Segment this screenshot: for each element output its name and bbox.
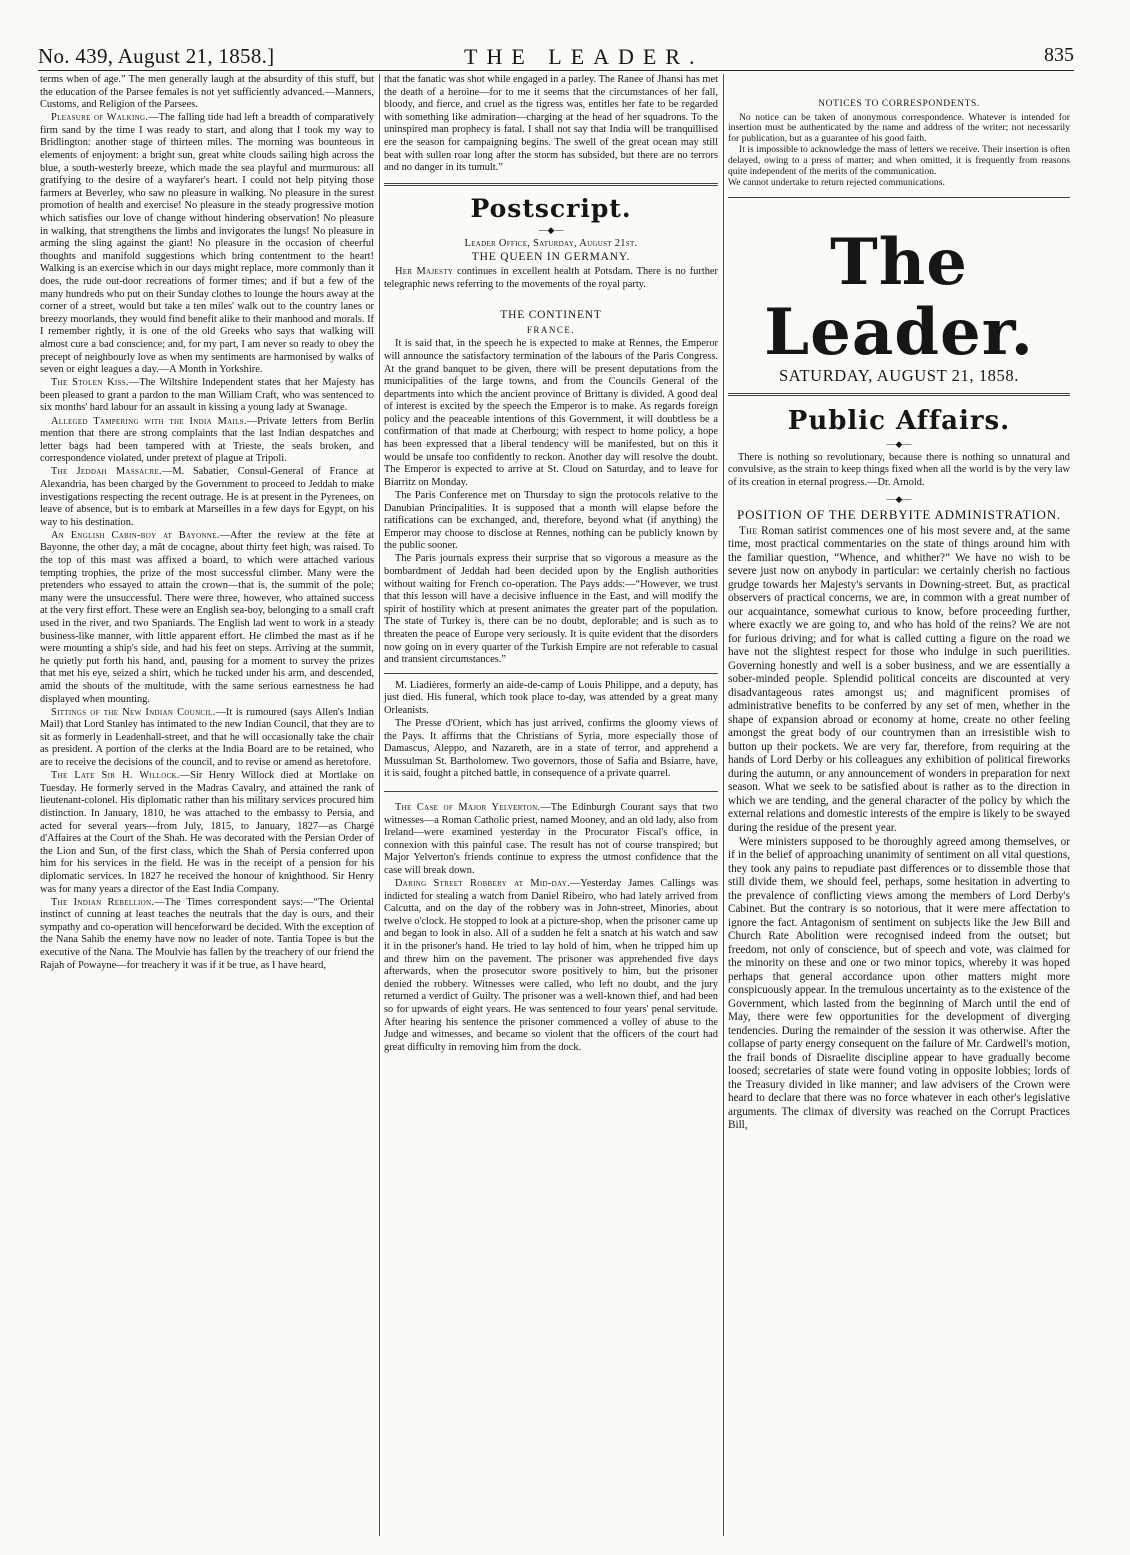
paragraph-text: —Yesterday James Callings was indicted for stealing a watch from Daniel Ribeiro, who had lately arrived from Calcutta, and on the day of the robbery was in John-street, Minories, about twelve o'clock. He stopped to look at a picture-shop, when the prisoner came up and began to look in also. All of a sudden he felt a snatch at his watch and saw it in the prisoner's hand. He tried to lay hold of him, when he tripped him up and threw him on the pavement. The prisoner was apprehended five days afterwards, when the prosecutor swore positively to him, but the prisoner denied the robbery. Witnesses were called, who left no doubt, and the jury returned a verdict of Guilty. The prisoner was a well-known thief, and had been so for upwards of eight years. He was sentenced to four years' penal servitude. After hearing his sentence the prisoner commenced a volley of abuse to the Judge and witnesses, and became so violent that the officers of the court had great difficulty in removing him from the dock.: [384, 878, 718, 1053]
paragraph-lead: Her Majesty: [395, 265, 454, 277]
ornament: —◆—: [538, 224, 564, 235]
jeddah-paragraph: [40, 466, 374, 529]
paragraph-text: —Sir Henry Willock died at Mortlake on Tuesday. He formerly served in the Madras Cavalry, and attained the rank of lieutenant-colonel. His diplomatic rather than his military services procured him distinction. In January, 1810, he was attached to the embassy to Persia, and acted for several years—from July, 1815, to January, 1827—as Chargé d'Affaires at the Court of the Shah. He was decorated with the Persian Order of the Lion and Sun, of the first class, which the Shah of Persia conferred upon him for his services in the field. He was in the receipt of a pension for his diplomatic services. In 1827 he received the honour of knighthood. Sir Henry was for many years a director of the East India Company.: [40, 770, 374, 895]
newspaper-title: THE LEADER.: [464, 44, 704, 69]
notice-item: No notice can be taken of anonymous correspondence. Whatever is intended for insertion must be authenticated by the name and address of the writer; not necessarily for publication, but as a guarantee of his good faith.: [728, 111, 1070, 145]
paragraph-lead: Alleged Tampering with the India Mails.: [51, 415, 247, 427]
section-rule: [728, 197, 1070, 198]
continent-heading: THE CONTINENT: [500, 309, 602, 322]
india-mails-paragraph: [40, 416, 374, 466]
ornament: —◆—: [886, 438, 912, 449]
paragraph-lead: The Case of Major Yelverton.: [395, 802, 541, 813]
notices-heading: NOTICES TO CORRESPONDENTS.: [818, 99, 980, 109]
paragraph-text: —The Edinburgh Courant says that two witnesses—a Roman Catholic priest, named Mooney, and an old lady, also from Ireland—were examined yesterday in the Procurator Fiscal's office, in connexion with this painful case. The result has not of course transpired; but Major Yelverton's friends continue to express the utmost confidence that the case will break down.: [384, 802, 719, 876]
issue-date: SATURDAY, AUGUST 21, 1858.: [779, 366, 1019, 386]
article-paragraph: [728, 525, 1070, 836]
paragraph-lead: The Stolen Kiss.: [51, 377, 129, 389]
willock-paragraph: [40, 770, 374, 896]
walking-paragraph: [40, 112, 374, 376]
stolen-kiss-paragraph: [40, 377, 374, 415]
leader-logo: The Leader.: [764, 225, 1034, 371]
section-rule: [728, 393, 1070, 394]
france-paragraph: The Presse d'Orient, which has just arrived, confirms the gloomy views of the Pays. It affirms that the Christians of Syria, more especially those of Damascus, Aleppo, and Nazareth, are in a state of terror, and apprehend a Mussulman St. Bartholomew. Two governors, those of Safia and Bsiarre, have, it is said, fought a pitched battle, in consequence of a private quarrel.: [384, 718, 718, 780]
paragraph-lead: An English Cabin-boy at Bayonne.: [51, 529, 220, 541]
cabin-boy-paragraph: [40, 530, 374, 706]
france-paragraph: The Paris Conference met on Thursday to sign the protocols relative to the Danubian Principalities. It is supposed that a month will elapse before the ratifications can be exchanged, and, therefore, beyond what (if anything) the Emperor may choose to disclose at Rennes, nothing can be publicly known by the public sooner.: [384, 489, 718, 552]
public-affairs-title: Public Affairs.: [787, 405, 1011, 436]
column-three: [728, 74, 1070, 1133]
france-paragraph: M. Liadières, formerly an aide-de-camp of Louis Philippe, and a deputy, has just died. His funeral, which took place to-day, was attended by a great many Orleanists.: [384, 679, 718, 716]
paragraph-text: —Private letters from Berlin mention that there are strong complaints that the last Indian despatches and letter bags had been tampered with at Trieste, the seals broken, and correspondence violated, under pretext of plague at Tripoli.: [40, 415, 374, 465]
paragraph-lead: Daring Street Robbery at Mid-day.: [395, 878, 570, 890]
paragraph-text: —The Wiltshire Independent states that her Majesty has been pleased to grant a pardon to the man William Craft, who was sentenced to six months' hard labour for an assault in kissing a young lady at Swanage.: [40, 377, 374, 414]
paragraph-text: Roman satirist commences one of his most severe and, at the same time, most practical commentaries on the state of things around him with the familiar question, “Whence, and whither?” We have no wish to be severe just now on anybody in particular: we certainly cherish no factious grudge towards her Majesty's servants in Downing-street. But, as practical observers of practical concerns, we are, in common with a great number of our acquaintance, somewhat curious to know, before proceeding further, where exactly we are going to, and who has hold of the reins? We are not for furious driving; and for what is called cutting a figure on the road we have not the slightest respect for those who indulge in such puerilities. Governing honestly and well is a sober business, and we are essentially a sober-minded people. Splendid political conceits are discounted at very disadvantageous rates amongst us; and magnificent promises of administrative benefits to be conferred by any set of men, whether in the shape of expansion abroad or economy at home, create no other feeling amongst the great body of our countrymen than an irresistible wish to button up their pockets. We are very far, therefore, from requiring at the hands of Lord Derby or his colleagues any exhibition of political fireworks during the autumn, or any announcement of wonders in preparation for next season. What we seek to be satisfied about is rather as to the direction in which we are tending, and the general character of the policy by which the external relations and domestic interests of the empire is likely to be swayed during the residue of the present year.: [728, 524, 1070, 834]
paragraph-lead: The Jeddah Massacre.: [51, 466, 162, 478]
arnold-quote: [728, 452, 1070, 490]
section-rule: [384, 791, 718, 792]
queen-heading: THE QUEEN IN GERMANY.: [471, 251, 631, 264]
paragraph-text: —It is rumoured (says Allen's Indian Mail) that Lord Stanley has intimated to the new Indian Council, that they are to sit as formerly in Leadenhall-street, and that he will occasionally take the chair as president. A portion of the clerks at the India Board are to be retained, who are to receive the decisions of the council, and to revise or amend as heretofore.: [40, 706, 374, 769]
yelverton-paragraph: [384, 802, 718, 878]
paragraph-lead: Pleasure of Walking.: [51, 112, 149, 124]
paragraph-text: —The Times correspondent says:—“The Oriental instinct of cunning at least teaches the neutrals that the day is ours, and their sympathy and co-operation will henceforward be decided. With the exception of the Nana Sahib the enemy have now no leader of note. Tantia Topee is but the executive of the Nana. The Moulvie has fallen by the treachery of our friend the Rajah of Powayne—for treachery it was if it be true, as I have heard,: [40, 896, 374, 971]
queen-paragraph: [384, 266, 718, 291]
notice-item: We cannot undertake to return rejected communications.: [728, 177, 945, 189]
paragraph-lead: The Late Sir H. Willock.: [51, 770, 180, 782]
postscript-title: Postscript.: [470, 193, 632, 223]
issue-number: No. 439, August 21, 1858.]: [38, 44, 275, 68]
france-subheading: FRANCE.: [526, 324, 576, 335]
section-rule: [728, 395, 1070, 396]
rebellion-continued: that the fanatic was shot while engaged in a parley. The Ranee of Jhansi has met the death of a heroine—for to me it seems that the circumstances of her fall, bloody, and fierce, and cruel as the tigress was, entitles her fate to be regarded with something like admiration—charging at the head of her squadrons. To the uninspired man prophecy is fatal. I shall not say that India will be tranquillised ere the season for campaigning begins. The swell of the great ocean may still beat with sullen roar long after the storm has subsided, but there are no terrors and no danger in its tumult.”: [384, 74, 718, 174]
notice-item: It is impossible to acknowledge the mass of letters we receive. Their insertion is often delayed, owing to a press of matter; and when omitted, it is frequently from reasons quite independent of the merits of the communication.: [728, 144, 1070, 178]
section-rule: [384, 673, 718, 674]
robbery-paragraph: [384, 878, 718, 1054]
article-heading: POSITION OF THE DERBYITE ADMINISTRATION.: [737, 506, 1061, 522]
page-number: 835: [1044, 44, 1074, 66]
column-divider: [379, 74, 380, 1536]
article-paragraph: Were ministers supposed to be thoroughly agreed among themselves, or if in the belief of approaching unanimity of sentiment on all vital questions, they took any pains to repudiate past differences or to dissemble those that still divide them, we should feel, perhaps, some hesitation in adverting to the prevalence of conflicting views among the members of Lord Derby's Cabinet. But the contrary is so notorious, that it were mere affectation to ignore the fact. Antagonism of sentiment on subjects like the Jew Bill and Church Rate Abolition were recognised indeed from the outset; but freedom, not only of conscience, but of speech and vote, was claimed for the minority on these and one or two minor topics, whereby it was hoped perhaps that general accordance upon other matters might more conspicuously appear. In the tremulous uncertainty as to the existence of the Government, which lasted from the beginning of March until the end of May, there were few opportunities for the development of diverging tendencies. During the remainder of the session it was otherwise. After the collapse of party energy consequent on the failure of Mr. Cardwell's motion, the frail bonds of Disraelite discipline appear to have gradually become loosed; secretaries of state were found voting in opposite lobbies; lords of the Treasury divided in like manner; and law advisers of the Crown were heard to declare that there was no force whatever in each other's legislative arguments. The climax of diversity was reached on the Corrupt Practices Bill,: [728, 835, 1070, 1132]
france-paragraph: It is said that, in the speech he is expected to make at Rennes, the Emperor will announce the satisfactory termination of the labours of the Paris Congress. At the grand banquet to be given, there will be present deputations from the municipalities of the large towns, and from the Councils General of the departments into which the ancient province of Brittany is divided. A good deal of interest is excited by the speech the Emperor is to make. As regards foreign policy and the peaceable intentions of this Government, it will doubtless be a confirmation of that made at Cherbourg; with respect to home policy, a hope has been expressed that a liberal tendency will be manifested, but on this it would be unsafe too confidently to reckon. Another day will resolve the doubt. The Emperor is expected to arrive at St. Cloud on Saturday, and to leave for Biarritz on Monday.: [384, 338, 718, 488]
paragraph-lead: The Indian Rebellion.: [51, 896, 155, 908]
notices-block: [728, 113, 1070, 190]
quote-text: There is nothing so revolutionary, because there is nothing so unnatural and convulsive, as the strain to keep things fixed when all the world is by the very law of its creation in eternal progress.—Dr. Arnold.: [728, 451, 1070, 488]
paragraph-text: continues in excellent health at Potsdam. There is no further telegraphic news referring to the movements of the royal party.: [384, 265, 718, 290]
paragraph-text: —After the review at the fête at Bayonne, the other day, a mât de cocagne, about thirty feet high, was raised. To the top of this mast was affixed a board, to which were attached various tempting trophies, the prize of the most successful climber. Many were the pretenders who essayed to attain the crown—that is, the summit of the pole; many were the unsuccessful. There were three, however, who attained success at the very first effort. These were an English sea-boy, belonging to a small craft used in the river, and two Spaniards. The English lad went to work in a steady business-like manner, with little apparent effort. He climbed the mast as if he were mounting a ship's side, and had his feet on steps. Arriving at the summit, he quietly put forth his hand, and, pausing for a moment to survey the prizes that met his eye, seized a shirt, which he tucked under his arm, and descended, amid the shouts of the multitude, with the same serious earnestness he had displayed when mounting.: [40, 529, 374, 705]
masthead: [38, 44, 1074, 68]
indian-council-paragraph: [40, 707, 374, 770]
column-divider: [723, 74, 724, 1536]
paragraph-text: —M. Sabatier, Consul-General of France at Alexandria, has been charged by the Government to proceed to Jeddah to make investigations respecting the recent outrage. He is at present in the Pyrenees, on leave of absence, but is to embark at Marseilles in a few days for Egypt, on his way to his destination.: [40, 466, 375, 528]
paragraph-lead: The: [739, 524, 758, 537]
section-rule: [384, 183, 718, 184]
masthead-rule: [38, 70, 1074, 71]
indian-rebellion-paragraph: [40, 897, 374, 973]
column-one: [40, 74, 374, 972]
section-rule: [384, 185, 718, 186]
postscript-dateline: Leader Office, Saturday, August 21st.: [464, 237, 638, 249]
ornament: —◆—: [886, 493, 912, 504]
france-paragraph: The Paris journals express their surprise that so vigorous a measure as the bombardment of Jeddah had been decided upon by the English authorities without waiting for French co-operation. The Pays adds:—“However, we trust that this lesson will have a decisive influence in the East, and will modify the spirit of hostility which at present animates the greater part of the population. The state of Turkey is, there can be no doubt, deplorable; and is such as to threaten the peace of Europe very seriously. It is quite evident that the disorders now going on in every quarter of the Turkish Empire are not referable to casual and transient circumstances.”: [384, 553, 718, 666]
column-two: [384, 74, 718, 1054]
paragraph-lead: Sittings of the New Indian Council.: [51, 706, 216, 718]
paragraph-text: —The falling tide had left a breadth of comparatively firm sand by the time I was ready to start, and along that I took my way to Bridlington: another stage of thirteen miles. The morning was bounteous in elements of enjoyment: a bright sun, great white clouds sailing high across the blue, a south-westerly breeze, which made the sea playful and murmurous: all gratifying to the desire of a wayfarer's heart. I could not help pitying those farmers at Beverley, who saw no pleasure in walking. No pleasure in the surest promotion of health and exercise! No pleasure in the steady progressive motion which satisfies our love of change without hindering observation! No pleasure in walking, that strengthens the limbs and invigorates the lungs! No pleasure in arming the sling against the giant! No pleasure in the occasion of cheerful thoughts and manifold suggestions which bring contentment to the heart! Walking is an exercise which in our days might replace, more commonly than it does, the rude out-door recreations of former times; and if but a few of the many hundreds who put on their Sunday clothes to lounge the hours away at the corner of a street, would but take a ten miles' walk out to the country lanes or breezy moorlands, they would find benefit alike to their manhood and morals. If I remember rightly, it is one of the old Greeks who says that walking will almost cure a bad conscience; and, for my part, I am never so ready to obey the precept of neighbourly love as when my sentiments are harmonised by walks of seven or eight leagues a day.—A Month in Yorkshire.: [40, 112, 375, 376]
parsee-paragraph-end: terms when of age.” The men generally laugh at the absurdity of this stuff, but the education of the Parsee females is not yet sufficiently advanced.—Manners, Customs, and Religion of the Parsees.: [40, 74, 374, 111]
